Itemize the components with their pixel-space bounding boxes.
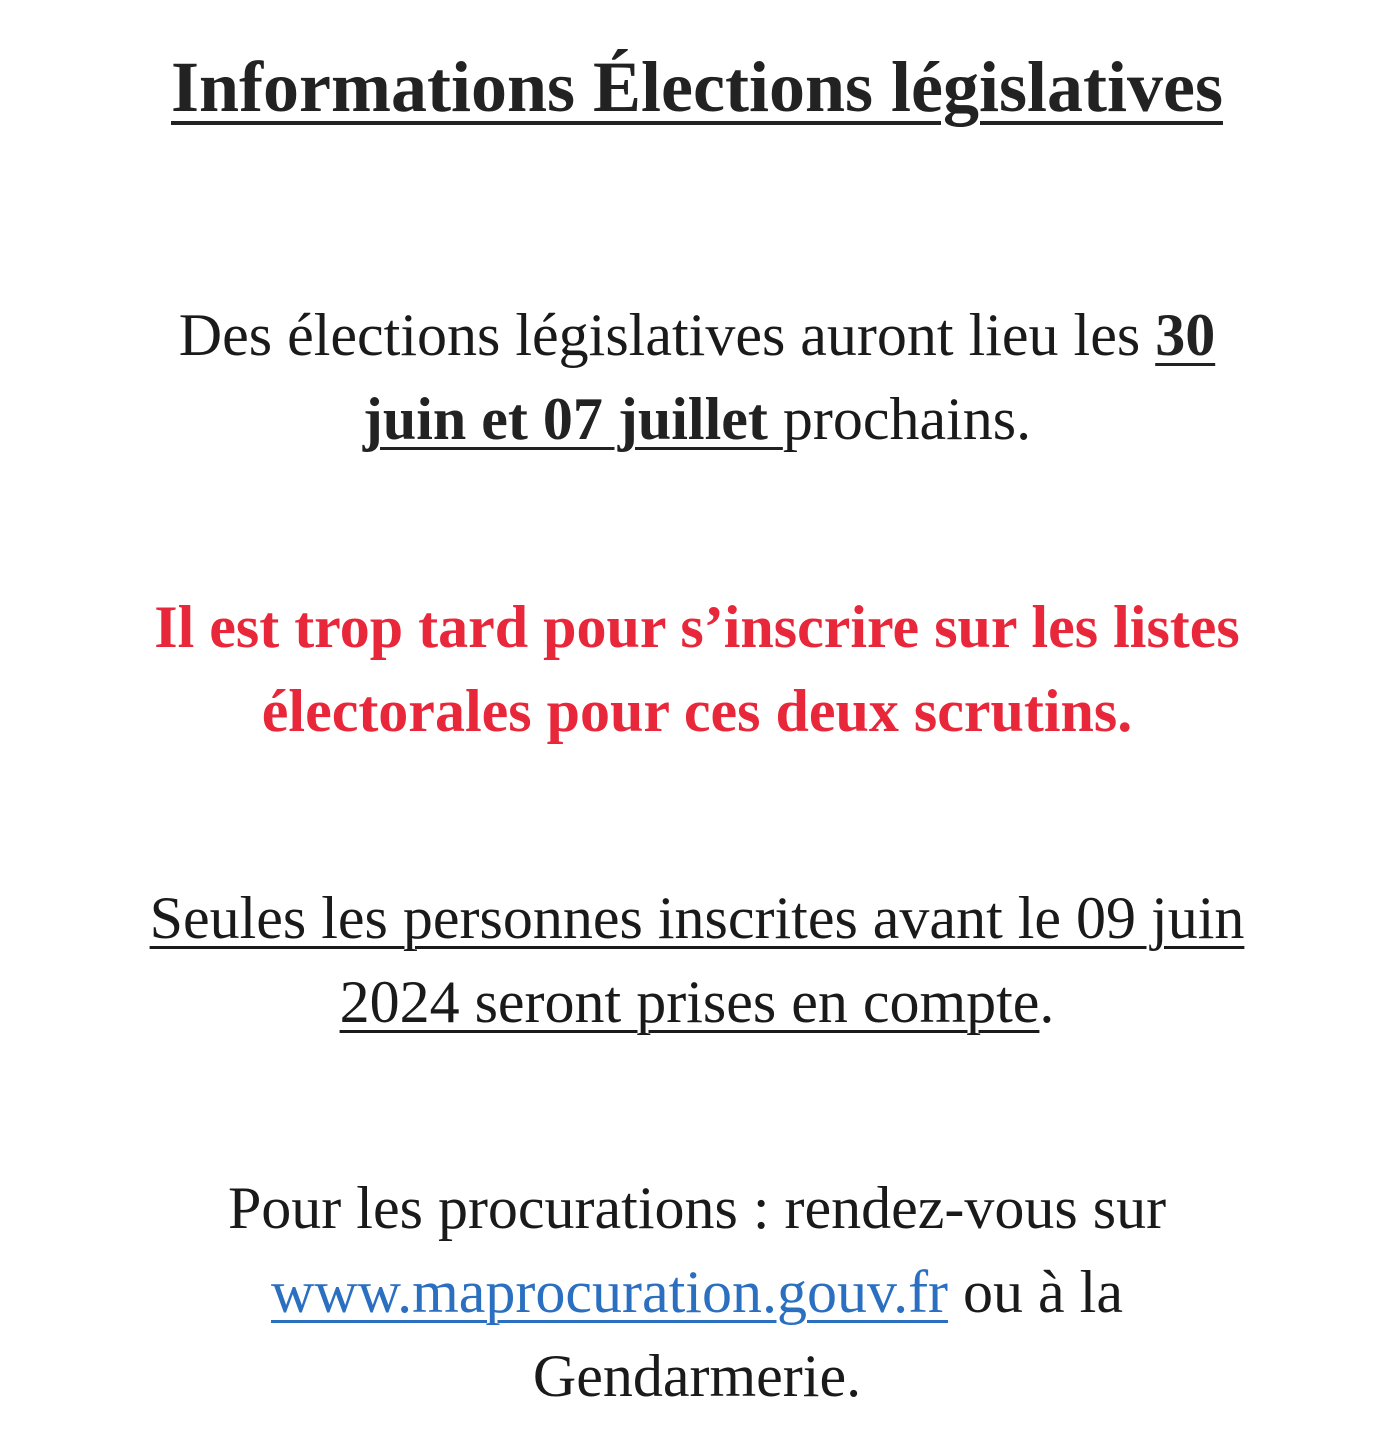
election-dates-day: 30	[1155, 302, 1216, 368]
election-dates-intro: Des élections législatives auront lieu les	[178, 302, 1156, 368]
proxy-line-3: Gendarmerie.	[532, 1343, 862, 1409]
registration-closed-warning	[40, 585, 1354, 753]
election-dates-paragraph	[40, 293, 1354, 461]
warning-line-1: Il est trop tard pour s’inscrire sur les listes	[154, 594, 1240, 660]
election-dates-months: juin et 07 juillet	[362, 386, 783, 452]
registered-voters-paragraph	[40, 876, 1354, 1044]
registered-line-2: 2024 seront prises en compte	[339, 969, 1040, 1035]
notice-title: Informations Élections législatives	[171, 47, 1223, 127]
election-dates-ending: prochains.	[782, 386, 1032, 452]
proxy-vote-paragraph	[40, 1166, 1354, 1418]
registered-ending: .	[1039, 969, 1055, 1035]
proxy-after-link: ou à la	[948, 1259, 1123, 1325]
maprocuration-link[interactable]: www.maprocuration.gouv.fr	[271, 1259, 949, 1325]
registered-line-1: Seules les personnes inscrites avant le 09 juin	[149, 885, 1245, 951]
warning-line-2: électorales pour ces deux scrutins.	[261, 678, 1133, 744]
proxy-line-1: Pour les procurations : rendez-vous sur	[227, 1175, 1167, 1241]
